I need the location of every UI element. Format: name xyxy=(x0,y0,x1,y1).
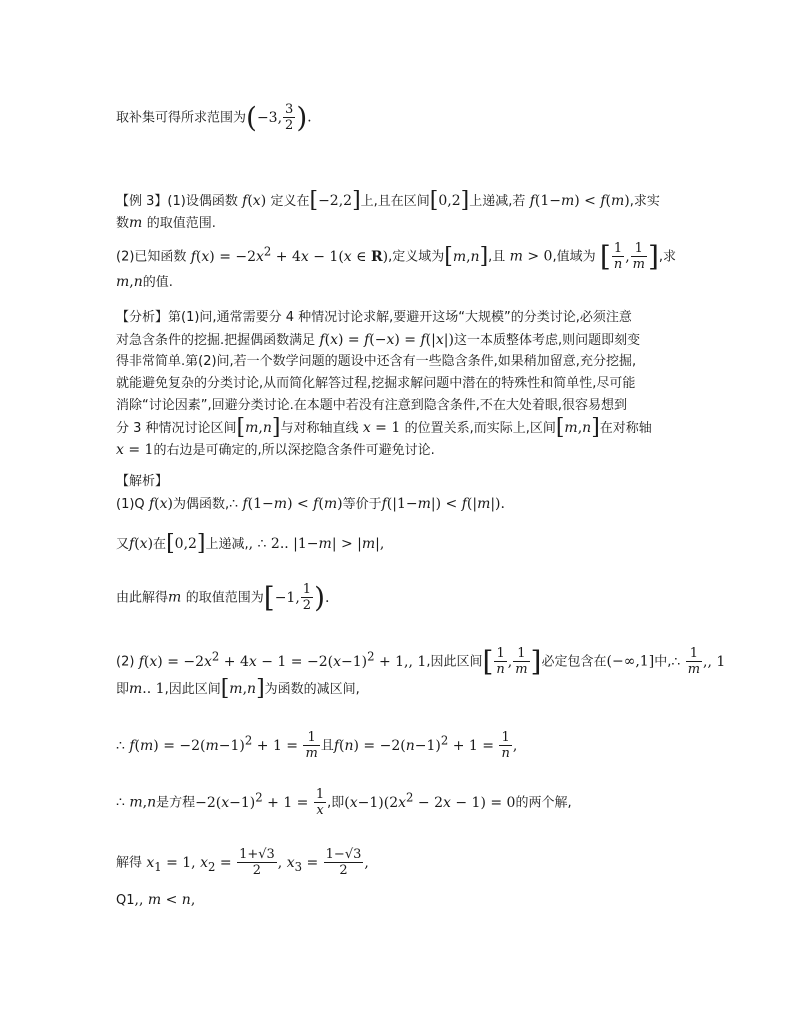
interval-formula: (−3, $\frac{3}{2}$ ) xyxy=(246,100,308,134)
solution-tag: 【解析】 xyxy=(116,474,169,489)
analysis-line7: x = 1的右边是可确定的,所以深挖隐含条件可避免讨论. xyxy=(116,442,435,458)
conclusion-text: 取补集可得所求范围为 xyxy=(116,110,247,126)
analysis-line2: 对急含条件的挖掘.把握偶函数满足 f(x) = f(−x) = f(|x|)这一本质整体考虑,则问题即刻变 xyxy=(116,332,641,348)
conclusion-line: 取补集可得所求范围为(−3, $\frac{3}{2}$ ). xyxy=(116,100,312,134)
example-tag: 【例 3】 xyxy=(116,194,168,209)
analysis-line3: 得非常简单.第(2)问,若一个数学问题的题设中还含有一些隐含条件,如果稍加留意,充分挖掘, xyxy=(116,354,637,369)
example3-line1: 【例 3】(1)设偶函数 f(x) 定义在[−2,2]上,且在区间[0,2]上递减,若 f(1−m) < f(m),求实 xyxy=(116,188,660,213)
solution-line8: 解得 $x_1 = 1$, $x_2$ = $\frac{1+√3}{2}$ , $x_3$ = $\frac{1-√3}{2}$ , xyxy=(116,847,369,878)
solution-line4: (2) $f(x) = -2x^2 + 4x - 1 = -2(x-1)^2 + 1$,, 1,因此区间[ $\frac{1}{n}$ , $\frac{1}{m}$ ]必定包含在(−∞,1]中,∴ $\frac{1}{m}$ ,, 1 xyxy=(116,644,726,678)
solution-line6: ∴ $f(m) = -2(m-1)^2 + 1$ = $\frac{1}{m}$ 且$f(n) = -2(n-1)^2 + 1$ = $\frac{1}{n}$ , xyxy=(116,730,518,762)
solution-line5: 即m.. 1,因此区间[m,n]为函数的减区间, xyxy=(116,676,360,701)
example3-line3: (2)已知函数 $f(x) = -2x^2 + 4x - 1(x$ ∈ R),定义域为[m,n],且 m > 0,值域为 [ $\frac{1}{n}$ , $\frac{1}{m}$ ],求 xyxy=(116,239,677,273)
solution-line7: ∴ m,n是方程$-2(x-1)^2 + 1$ = $\frac{1}{x}$ ,即$(x-1)(2x^2 - 2x - 1) = 0$的两个解, xyxy=(116,787,572,819)
analysis-line5: 消除“讨论因素”,回避分类讨论.在本题中若没有注意到隐含条件,不在大处着眼,很容易想到 xyxy=(116,398,627,413)
solution-line9: Q1,, m < n, xyxy=(116,892,196,908)
solution-line2: 又f(x)在[0,2]上递减,, ∴ 2.. |1−m| > |m|, xyxy=(116,531,385,556)
analysis-line6: 分 3 种情况讨论区间[m,n]与对称轴直线 x = 1 的位置关系,而实际上,区间[m,n]在对称轴 xyxy=(116,415,652,440)
example3-line4: m,n的值. xyxy=(116,274,173,290)
solution-line3: 由此解得m 的取值范围为[−1, $\frac{1}{2}$ ). xyxy=(116,580,330,614)
analysis-line4: 就能避免复杂的分类讨论,从而简化解答过程,挖掘求解问题中潜在的特殊性和简单性,尽可能 xyxy=(116,376,636,391)
solution-line1: (1)Q f(x)为偶函数,∴ f(1−m) < f(m)等价于f(|1−m|) < f(|m|). xyxy=(116,496,505,512)
analysis-tag: 【分析】 xyxy=(116,310,169,325)
analysis-line1: 【分析】第(1)问,通常需要分 4 种情况讨论求解,要避开这场“大规模”的分类讨论,必须注意 xyxy=(116,310,632,325)
example3-line2: 数m 的取值范围. xyxy=(116,215,216,231)
